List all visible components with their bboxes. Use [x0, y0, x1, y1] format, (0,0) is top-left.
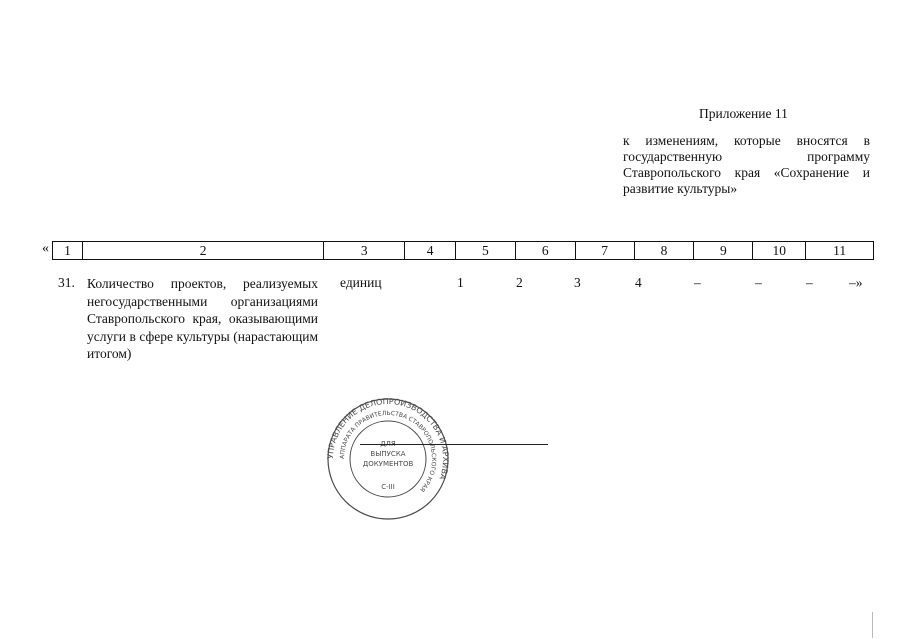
- stamp-center-line2: ВЫПУСКА: [370, 450, 406, 458]
- value-cell-7: 4: [635, 275, 642, 290]
- appendix-subtitle: к изменениям, которые вносятся в государственную программу Ставропольского края «Сохранение и развитие культуры»: [623, 133, 870, 196]
- header-cell-10: 10: [753, 242, 806, 259]
- appendix-title: Приложение 11: [699, 106, 788, 121]
- header-cell-2: 2: [83, 242, 324, 259]
- office-stamp: [326, 397, 450, 521]
- signature-line: [360, 444, 548, 445]
- header-cell-8: 8: [635, 242, 695, 259]
- header-cell-7: 7: [576, 242, 635, 259]
- value-cell-8: –: [694, 275, 701, 290]
- stamp-center-line1: ДЛЯ: [380, 440, 396, 448]
- stamp-outer-text: УПРАВЛЕНИЕ ДЕЛОПРОИЗВОДСТВА И АРХИВА: [326, 397, 450, 481]
- scan-edge-mark: [872, 612, 873, 638]
- header-cell-3: 3: [324, 242, 405, 259]
- stamp-code: С-III: [381, 483, 395, 491]
- value-cell-9: –: [755, 275, 762, 290]
- stamp-inner-text: АППАРАТА ПРАВИТЕЛЬСТВА СТАВРОПОЛЬСКОГО КРАЯ: [338, 409, 438, 493]
- indicator-name: Количество проектов, реализуемых негосударственными организациями Ставропольского края, оказывающими услуги в сфере культуры (нарастающим итогом): [87, 276, 318, 361]
- table-header-row: [52, 241, 874, 260]
- value-cell-4: 1: [457, 275, 464, 290]
- header-cell-4: 4: [405, 242, 456, 259]
- value-cell-10: –: [806, 275, 813, 290]
- header-cell-5: 5: [456, 242, 516, 259]
- header-cell-9: 9: [694, 242, 753, 259]
- header-cell-11: 11: [833, 243, 847, 258]
- header-cell-1: 1: [53, 242, 83, 259]
- stamp-center-line3: ДОКУМЕНТОВ: [362, 460, 414, 468]
- header-cell-6: 6: [516, 242, 576, 259]
- table-open-quote: «: [42, 241, 49, 256]
- value-cell-5: 2: [516, 275, 523, 290]
- value-cell-6: 3: [574, 275, 581, 290]
- row-number: 31.: [58, 275, 75, 290]
- unit-cell: единиц: [340, 275, 382, 290]
- value-cell-11: –»: [849, 275, 863, 290]
